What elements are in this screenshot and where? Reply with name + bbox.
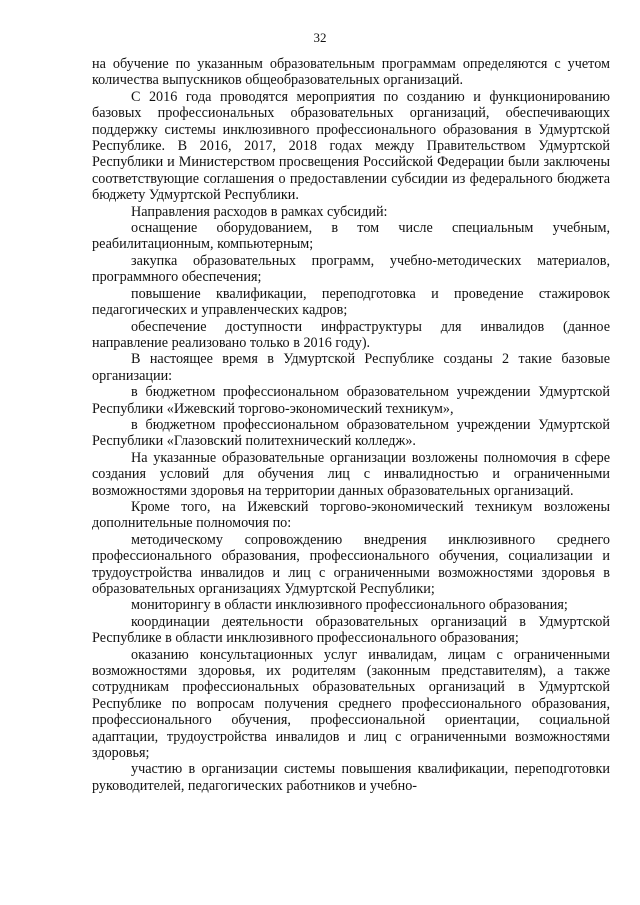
list-item: участию в организации системы повышения квалификации, переподготовки руководителей, педагогических работников и учебно- — [92, 761, 610, 794]
list-item: обеспечение доступности инфраструктуры для инвалидов (данное направление реализовано только в 2016 году). — [92, 318, 610, 351]
paragraph: Кроме того, на Ижевский торгово-экономический техникум возложены дополнительные полномочия по: — [92, 498, 610, 532]
list-item: в бюджетном профессиональном образовательном учреждении Удмуртской Республики «Ижевский торгово-экономический техникум», — [92, 384, 610, 417]
list-item: в бюджетном профессиональном образовательном учреждении Удмуртской Республики «Глазовский политехнический колледж». — [92, 416, 610, 450]
paragraph: на обучение по указанным образовательным программам определяются с учетом количества выпускников общеобразовательных организаций. — [92, 56, 610, 89]
list-item: оказанию консультационных услуг инвалидам, лицам с ограниченными возможностями здоровья, их родителям (законным представителям), а также сотрудникам профессиональных образовательных организаций в Удмуртской Республике по вопросам получения среднего профессионального образования, профессионального обучения, профессиональной ориентации, социальной адаптации, трудоустройства инвалидов и лиц с ограниченными возможностями здоровья; — [92, 646, 610, 762]
list-item: повышение квалификации, переподготовка и проведение стажировок педагогических и управленческих кадров; — [92, 285, 610, 319]
list-item: мониторингу в области инклюзивного профессионального образования; — [131, 597, 568, 614]
list-item: координации деятельности образовательных организаций в Удмуртской Республике в области инклюзивного профессионального образования; — [92, 613, 610, 647]
paragraph: В настоящее время в Удмуртской Республике созданы 2 такие базовые организации: — [92, 351, 610, 384]
list-item: оснащение оборудованием, в том числе специальным учебным, реабилитационным, компьютерным; — [92, 220, 610, 253]
list-item: методическому сопровождению внедрения инклюзивного среднего профессионального образования, профессионального обучения, социализации и трудоустройства инвалидов и лиц с ограниченными возможностями здоровья в образовательных организациях Удмуртской Республики; — [92, 531, 610, 597]
list-item: закупка образовательных программ, учебно-методических материалов, программного обеспечения; — [92, 252, 610, 286]
page-number: 32 — [313, 30, 327, 45]
document-body — [92, 56, 610, 794]
paragraph: На указанные образовательные организации возложены полномочия в сфере создания условий для обучения лиц с инвалидностью и ограниченными возможностями здоровья на территории данных образовательных организаций. — [92, 449, 610, 499]
paragraph: Направления расходов в рамках субсидий: — [131, 203, 388, 220]
paragraph: С 2016 года проводятся мероприятия по созданию и функционированию базовых профессиональных образовательных организаций, обеспечивающих поддержку системы инклюзивного профессионального образования в Удмуртской Республике. В 2016, 2017, 2018 годах между Правительством Удмуртской Республики и Министерством просвещения Российской Федерации были заключены соответствующие соглашения о предоставлении субсидии из федерального бюджета бюджету Удмуртской Республики. — [92, 88, 610, 204]
